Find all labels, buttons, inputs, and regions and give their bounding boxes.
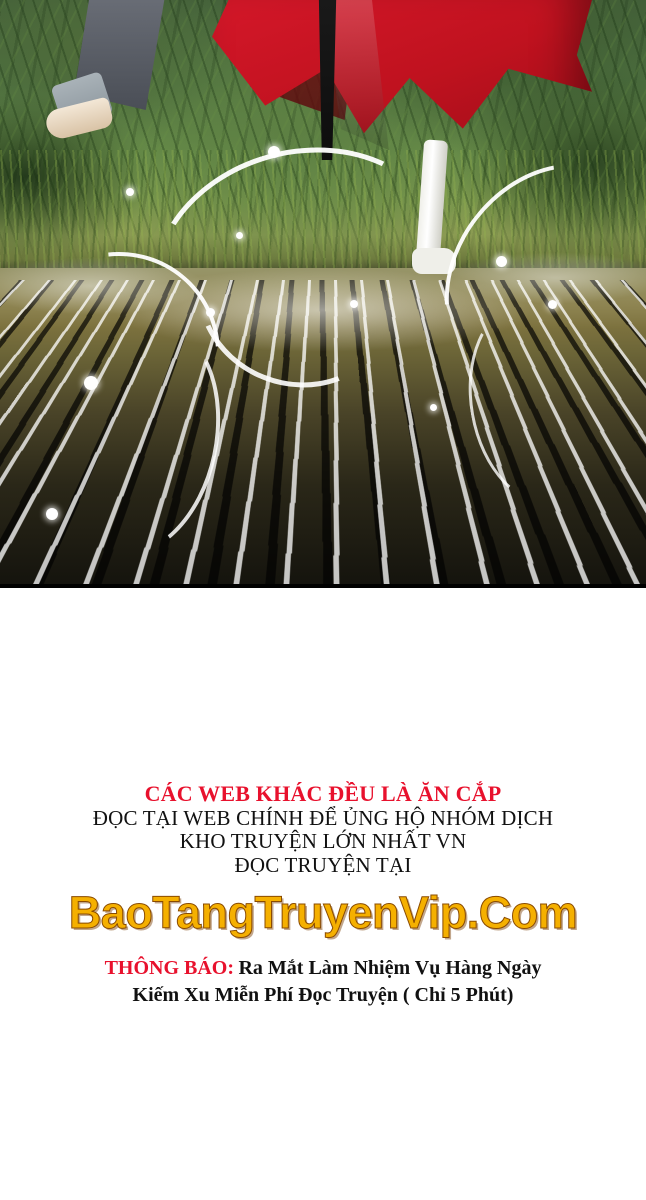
- site-brand-link[interactable]: BaoTangTruyenVip.Com: [68, 887, 578, 939]
- promo-line-1: CÁC WEB KHÁC ĐỀU LÀ ĂN CẮP: [144, 781, 502, 806]
- notice-row-1: [0, 955, 646, 982]
- spark-particle: [548, 300, 557, 309]
- promo-block: [0, 782, 646, 1009]
- promo-line-4: ĐỌC TRUYỆN TẠI: [234, 852, 412, 877]
- notice-text-2: Kiếm Xu Miễn Phí Đọc Truyện ( Chỉ 5 Phút): [132, 984, 514, 1007]
- comic-panel-image[interactable]: [0, 0, 646, 588]
- spark-particle: [268, 146, 280, 158]
- spark-particle: [84, 376, 98, 390]
- spark-particle: [236, 232, 243, 239]
- notice-block: [0, 955, 646, 1009]
- spark-particle: [350, 300, 358, 308]
- panel-bottom-edge: [0, 584, 646, 588]
- spark-particle: [206, 308, 215, 317]
- spark-particle: [46, 508, 58, 520]
- notice-text-1: Ra Mắt Làm Nhiệm Vụ Hàng Ngày: [238, 957, 542, 980]
- spark-particle: [496, 256, 507, 267]
- spark-particle: [126, 188, 134, 196]
- promo-line-3: KHO TRUYỆN LỚN NHẤT VN: [179, 829, 467, 854]
- spark-particle: [430, 404, 437, 411]
- notice-label: THÔNG BÁO:: [104, 957, 235, 980]
- promo-line-2: ĐỌC TẠI WEB CHÍNH ĐỂ ỦNG HỘ NHÓM DỊCH: [92, 805, 554, 830]
